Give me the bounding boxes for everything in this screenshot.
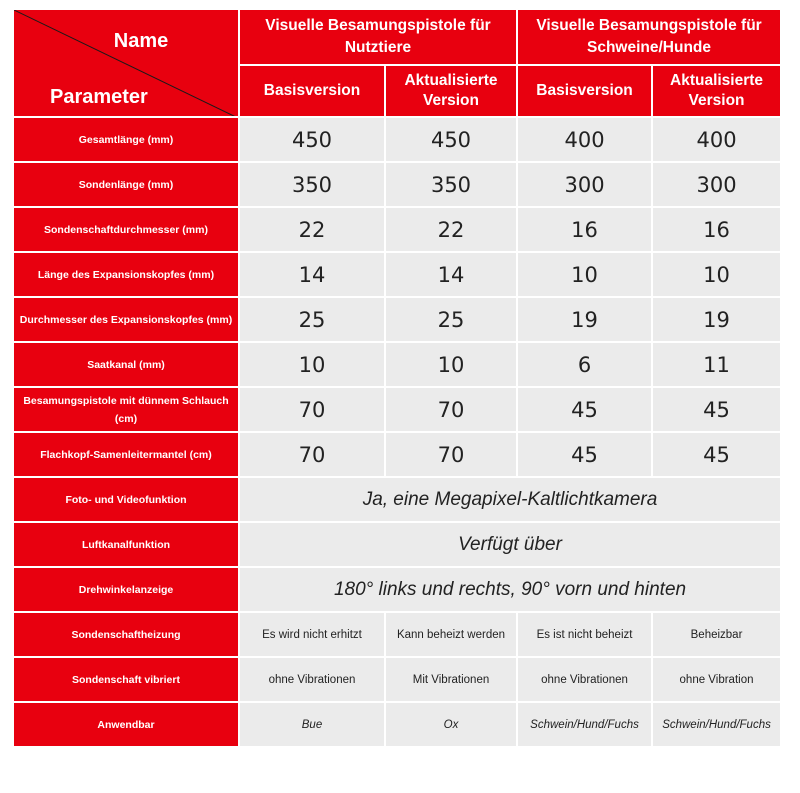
value-cell: 6 bbox=[518, 343, 651, 388]
spec-table bbox=[12, 10, 782, 748]
table-row bbox=[14, 658, 780, 703]
value-cell: 70 bbox=[240, 433, 384, 478]
value-cell: ohne Vibration bbox=[653, 658, 780, 703]
param-cell: Foto- und Videofunktion bbox=[14, 478, 238, 523]
value-cell: 450 bbox=[386, 118, 516, 163]
value-cell: Es ist nicht beheizt bbox=[518, 613, 651, 658]
value-cell: Bue bbox=[240, 703, 384, 748]
param-cell: Luftkanalfunktion bbox=[14, 523, 238, 568]
param-cell: Saatkanal (mm) bbox=[14, 343, 238, 388]
merged-rows bbox=[14, 478, 780, 613]
value-cell: 45 bbox=[653, 433, 780, 478]
table-row bbox=[14, 298, 780, 343]
value-cell: 25 bbox=[386, 298, 516, 343]
param-cell: Drehwinkelanzeige bbox=[14, 568, 238, 613]
sub-header-basic-pigs: Basisversion bbox=[518, 66, 651, 118]
name-label: Name bbox=[113, 30, 169, 52]
value-cell: 11 bbox=[653, 343, 780, 388]
value-cell: 300 bbox=[518, 163, 651, 208]
value-cell: 400 bbox=[653, 118, 780, 163]
value-cell: ohne Vibrationen bbox=[518, 658, 651, 703]
value-cell: 300 bbox=[653, 163, 780, 208]
table-row bbox=[14, 568, 780, 613]
param-cell: Länge des Expansionskopfes (mm) bbox=[14, 253, 238, 298]
value-cell: 45 bbox=[518, 433, 651, 478]
value-cell: 19 bbox=[518, 298, 651, 343]
value-cell: 350 bbox=[386, 163, 516, 208]
value-cell: 10 bbox=[518, 253, 651, 298]
merged-value-cell: Verfügt über bbox=[240, 523, 780, 568]
value-cell: 14 bbox=[240, 253, 384, 298]
value-cell: Ox bbox=[386, 703, 516, 748]
sub-header-basic-livestock: Basisversion bbox=[240, 66, 384, 118]
param-cell: Gesamtlänge (mm) bbox=[14, 118, 238, 163]
table-row bbox=[14, 118, 780, 163]
value-cell: Schwein/Hund/Fuchs bbox=[653, 703, 780, 748]
table-row bbox=[14, 613, 780, 658]
corner-header bbox=[14, 10, 238, 118]
value-cell: Kann beheizt werden bbox=[386, 613, 516, 658]
value-cell: 10 bbox=[386, 343, 516, 388]
table-row bbox=[14, 343, 780, 388]
sub-header-updated-livestock: Aktualisierte Version bbox=[386, 66, 516, 118]
param-cell: Sondenlänge (mm) bbox=[14, 163, 238, 208]
value-cell: 25 bbox=[240, 298, 384, 343]
value-cell: 45 bbox=[518, 388, 651, 433]
value-cell: 10 bbox=[653, 253, 780, 298]
parameter-label: Parameter bbox=[50, 86, 148, 108]
table-row bbox=[14, 703, 780, 748]
group-header-livestock: Visuelle Besamungspistole für Nutztiere bbox=[240, 10, 516, 66]
value-cell: 16 bbox=[653, 208, 780, 253]
merged-value-cell: Ja, eine Megapixel-Kaltlichtkamera bbox=[240, 478, 780, 523]
value-cell: 22 bbox=[240, 208, 384, 253]
value-cell: 350 bbox=[240, 163, 384, 208]
numeric-rows bbox=[14, 118, 780, 478]
value-cell: 70 bbox=[240, 388, 384, 433]
text-rows bbox=[14, 613, 780, 748]
value-cell: 16 bbox=[518, 208, 651, 253]
group-header-pigs-dogs: Visuelle Besamungspistole für Schweine/Hunde bbox=[518, 10, 780, 66]
value-cell: 70 bbox=[386, 388, 516, 433]
value-cell: Schwein/Hund/Fuchs bbox=[518, 703, 651, 748]
header-row-groups bbox=[14, 10, 780, 66]
table-row bbox=[14, 388, 780, 433]
value-cell: Es wird nicht erhitzt bbox=[240, 613, 384, 658]
value-cell: 450 bbox=[240, 118, 384, 163]
value-cell: 14 bbox=[386, 253, 516, 298]
value-cell: Beheizbar bbox=[653, 613, 780, 658]
value-cell: 70 bbox=[386, 433, 516, 478]
param-cell: Sondenschaft vibriert bbox=[14, 658, 238, 703]
table-row bbox=[14, 478, 780, 523]
value-cell: 19 bbox=[653, 298, 780, 343]
table-row bbox=[14, 163, 780, 208]
param-cell: Durchmesser des Expansionskopfes (mm) bbox=[14, 298, 238, 343]
value-cell: Mit Vibrationen bbox=[386, 658, 516, 703]
value-cell: 22 bbox=[386, 208, 516, 253]
param-cell: Flachkopf-Samenleitermantel (cm) bbox=[14, 433, 238, 478]
value-cell: 400 bbox=[518, 118, 651, 163]
param-cell: Sondenschaftheizung bbox=[14, 613, 238, 658]
sub-header-updated-pigs: Aktualisierte Version bbox=[653, 66, 780, 118]
value-cell: 10 bbox=[240, 343, 384, 388]
table-row bbox=[14, 208, 780, 253]
value-cell: ohne Vibrationen bbox=[240, 658, 384, 703]
table-row bbox=[14, 253, 780, 298]
param-cell: Besamungspistole mit dünnem Schlauch (cm) bbox=[14, 388, 238, 433]
value-cell: 45 bbox=[653, 388, 780, 433]
param-cell: Anwendbar bbox=[14, 703, 238, 748]
merged-value-cell: 180° links und rechts, 90° vorn und hinten bbox=[240, 568, 780, 613]
param-cell: Sondenschaftdurchmesser (mm) bbox=[14, 208, 238, 253]
table-row bbox=[14, 523, 780, 568]
table-row bbox=[14, 433, 780, 478]
